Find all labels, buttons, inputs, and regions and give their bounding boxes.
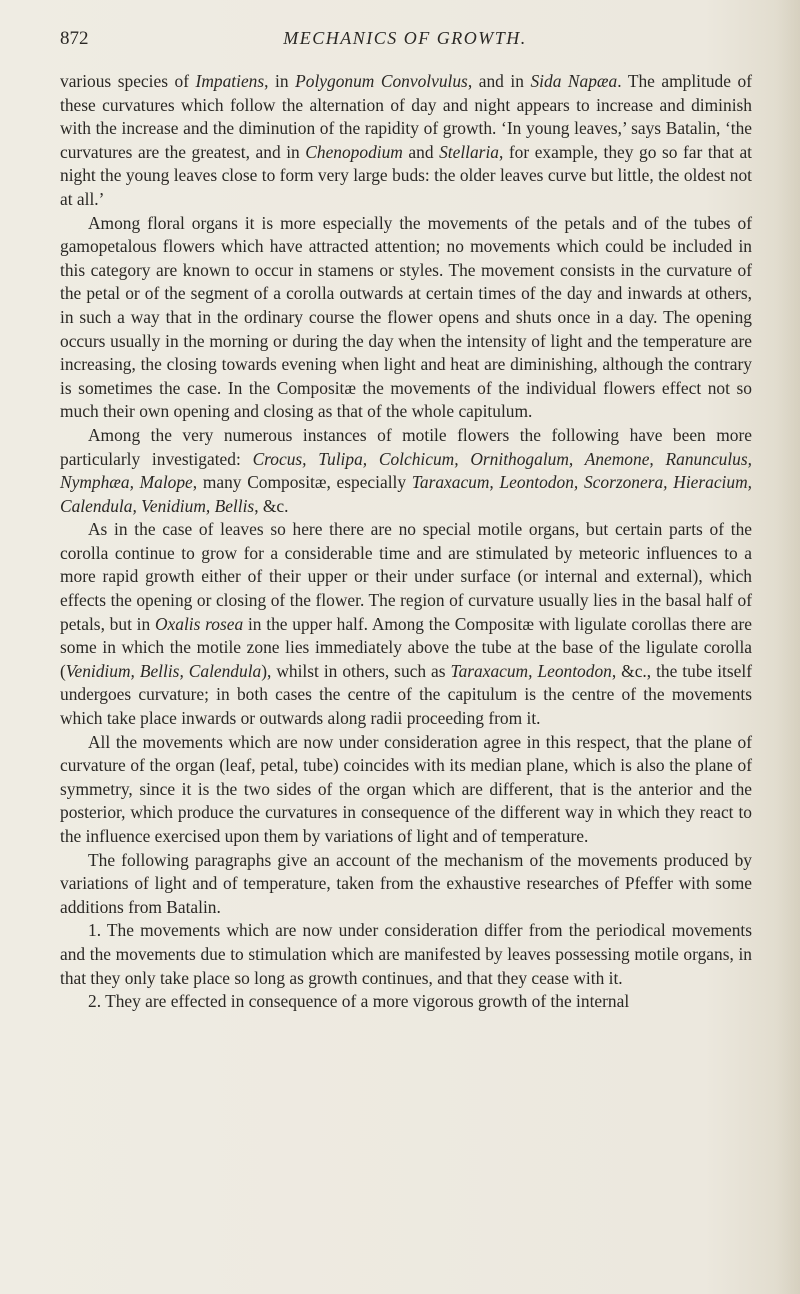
running-title: MECHANICS OF GROWTH. xyxy=(283,28,527,48)
text-run: Among floral organs it is more especially the movements of the petals and of the tubes of gamopetalous flowers which have attracted attention; no movements which could be included in this category are known to occur in stamens or styles. The movement consists in the curvature of the petal or of the segment of a corolla outwards at certain times of the day and inwards at others, in such a way that in the ordinary course the flower opens and shuts once in a day. The opening occurs usually in the morning or during the day when the intensity of light and the temperature are increasing, the closing towards evening when light and heat are diminishing, although the contrary is sometimes the case. In the Compositæ the movements of the individual flowers effect not so much their own opening and closing as that of the whole capitulum. xyxy=(60,212,752,422)
text-run: various species of xyxy=(60,71,196,91)
text-run: 2. They are effected in consequence of a more vigorous growth of the internal xyxy=(88,991,630,1012)
italic-term: Impatiens xyxy=(195,71,265,91)
text-run: , &c., the tube itself undergoes curvature; in both cases the centre of the capitulum is the centre of the movements which take place inwards or outwards along radii proceeding from it. xyxy=(60,660,752,729)
text-run: ), whilst in others, such as xyxy=(261,660,451,681)
italic-term: Taraxacum, Leontodon, Scorzonera, Hieracium, Calendula, Venidium, Bellis xyxy=(60,472,752,516)
text-run: The following paragraphs give an account of the mechanism of the movements produced by variations of light and of temperature, taken from the exhaustive researches of Pfeffer with some additions from Batalin. xyxy=(60,849,752,917)
paragraph xyxy=(60,518,752,730)
text-run: , many Compositæ, especially xyxy=(192,472,412,493)
text-run: 1. The movements which are now under consideration differ from the periodical movements and the movements due to stimulation which are manifested by leaves possessing motile organs, in that they only take place so long as growth continues, and that they cease with it. xyxy=(60,920,752,988)
text-run: in the upper half. Among the Compositæ with ligulate corollas there are some in which the motile zone lies immediately above the tube at the base of the ligulate corolla ( xyxy=(60,613,752,681)
body-text xyxy=(60,70,752,1014)
text-run: Among the very numerous instances of motile flowers the following have been more particularly investigated: xyxy=(60,424,752,469)
paragraph xyxy=(60,731,752,849)
paragraph xyxy=(60,849,752,920)
italic-term: Stellaria xyxy=(439,141,499,162)
paragraph xyxy=(60,990,752,1014)
italic-term: Taraxacum, Leontodon xyxy=(450,660,612,681)
italic-term: Oxalis rosea xyxy=(154,613,244,634)
italic-term: Chenopodium xyxy=(305,141,403,162)
page-number: 872 xyxy=(60,28,89,49)
text-run: As in the case of leaves so here there are no special motile organs, but certain parts of the corolla continue to grow for a considerable time and are stimulated by meteoric influences to a more rapid growth either of their upper or their under surface (or internal and external), which effects the opening or closing of the flower. The region of curvature usually lies in the basal half of petals, but in xyxy=(60,519,752,634)
italic-term: Venidium, Bellis, Calendula xyxy=(65,660,262,681)
paragraph xyxy=(60,70,752,212)
paragraph xyxy=(60,919,752,990)
text-run: and xyxy=(402,141,440,162)
italic-term: Crocus, Tulipa, Colchicum, Ornithogalum, Anemone, Ranunculus, Nymphæa, Malope xyxy=(60,448,752,493)
italic-term: Polygonum Convolvulus xyxy=(295,71,468,91)
text-run: . The amplitude of these curvatures which follow the alternation of day and night appears to increase and diminish with the increase and the diminution of the rapidity of growth. ‘In young leaves,’ says Batalin, ‘the curvatures are the greatest, and in xyxy=(60,71,752,162)
text-run: , &c. xyxy=(254,495,289,516)
italic-term: Sida Napæa xyxy=(530,71,618,91)
paragraph xyxy=(60,212,752,424)
paragraph xyxy=(60,424,752,518)
page-header xyxy=(60,28,750,58)
text-run: , and in xyxy=(467,71,531,91)
text-run: , in xyxy=(264,71,296,91)
text-run: , for example, they go so far that at night the young leaves close to form very large buds: the older leaves curve but little, the oldest not at all.’ xyxy=(60,141,753,209)
text-run: All the movements which are now under consideration agree in this respect, that the plane of curvature of the organ (leaf, petal, tube) coincides with its median plane, which is also the plane of symmetry, since it is the two sides of the organ which are different, that is the anterior and the posterior, which produce the curvatures in consequence of the different way in which they react to the influence exercised upon them by variations of light and of temperature. xyxy=(60,731,752,846)
